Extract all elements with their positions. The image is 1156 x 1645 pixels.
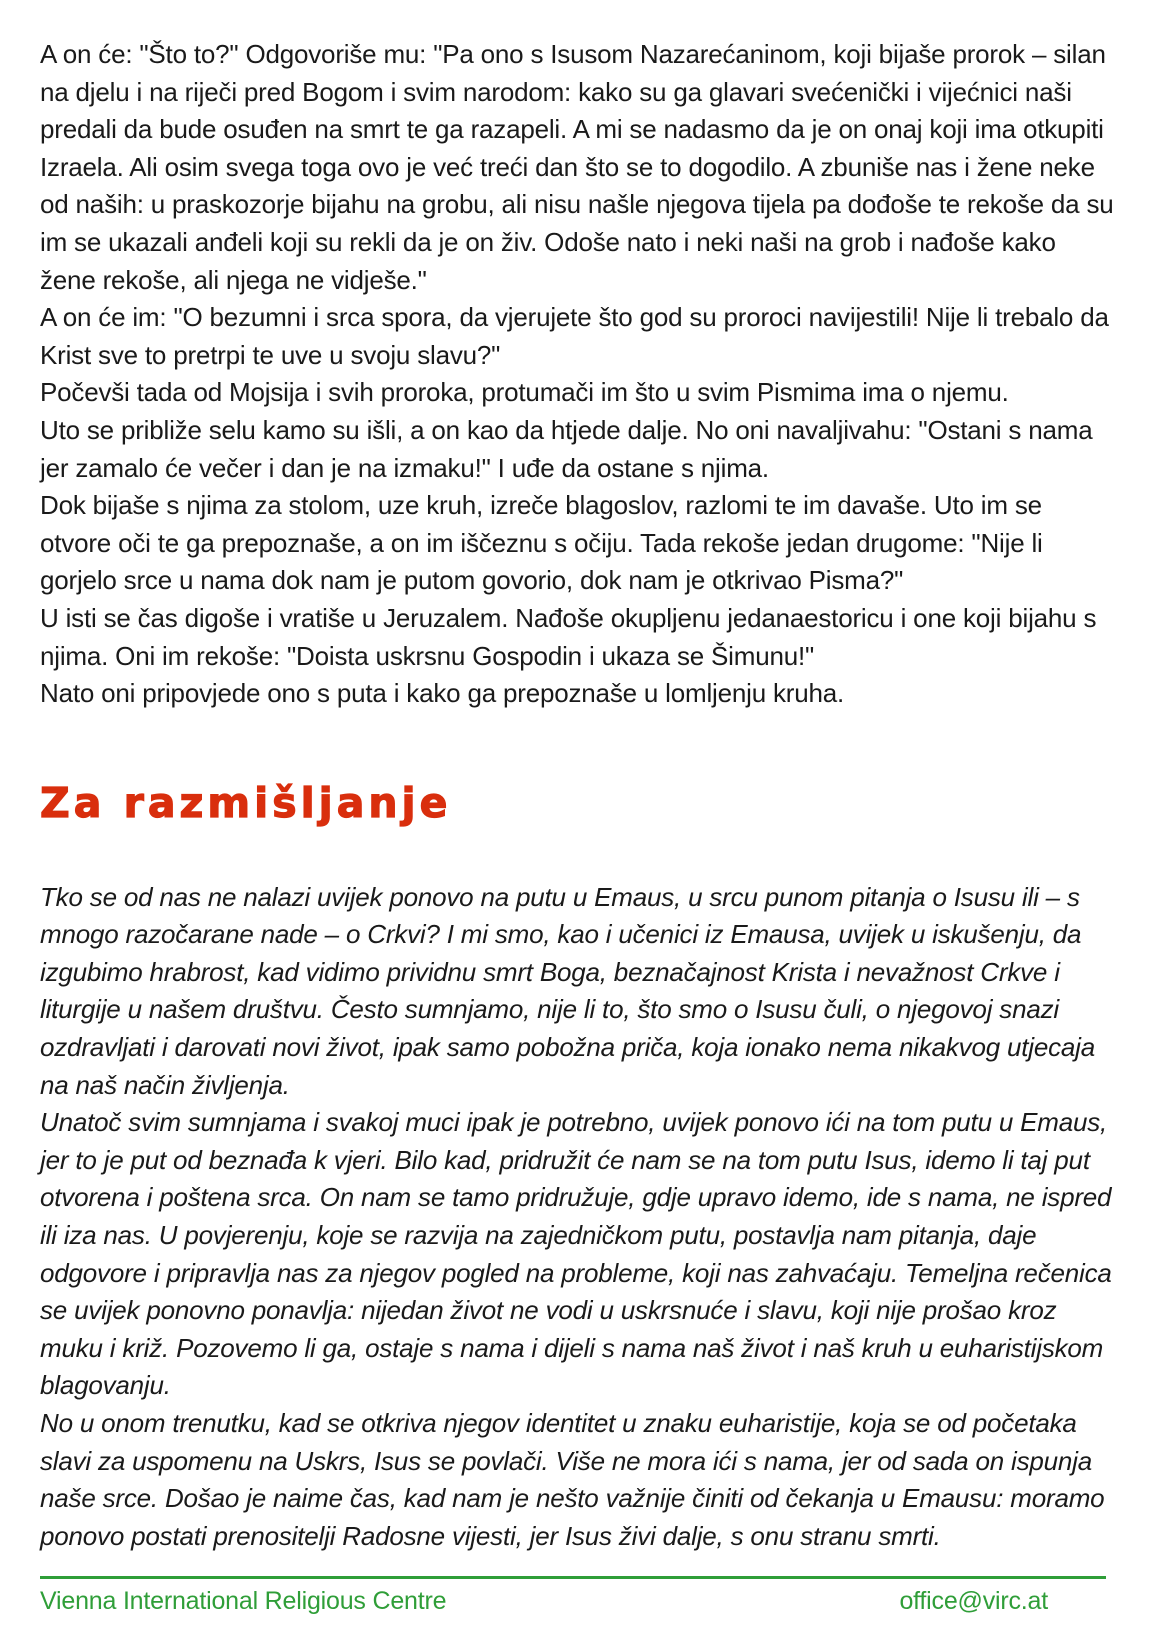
- footer-organization: Vienna International Religious Centre: [40, 1587, 447, 1615]
- gospel-paragraph: A on će im: "O bezumni i srca spora, da vjerujete što god su proroci navijestili! Nije li trebalo da Krist sve to pretrpi te uve u svoju slavu?": [40, 302, 1109, 370]
- gospel-paragraph: A on će: "Što to?" Odgovoriše mu: "Pa ono s Isusom Nazarećaninom, koji bijaše prorok – silan na djelu i na riječi pred Bogom i svim narodom: kako su ga glavari svećenički i vijećnici naši predali da bude osuđen na smrt te ga razapeli. A mi se nadasmo da je on onaj koji ima otkupiti Izraela. Ali osim svega toga ovo je već treći dan što se to dogodilo. A zbuniše nas i žene neke od naših: u praskozorje bijahu na grobu, ali nisu našle njegova tijela pa dođoše te rekoše da su im se ukazali anđeli koji su rekli da je on živ. Odoše nato i neki naši na grob i nađoše kako žene rekoše, ali njega ne vidješe.": [40, 39, 1114, 295]
- gospel-text-section: [40, 36, 1114, 713]
- gospel-paragraph: Nato oni pripovjede ono s puta i kako ga prepoznaše u lomljenju kruha.: [40, 678, 845, 709]
- footer-email: office@virc.at: [899, 1587, 1048, 1615]
- gospel-paragraph: Počevši tada od Mojsija i svih proroka, protumači im što u svim Pismima ima o njemu.: [40, 377, 1009, 408]
- page-footer: [40, 1576, 1106, 1616]
- gospel-paragraph: U isti se čas digoše i vratiše u Jeruzalem. Nađoše okupljenu jedanaestoricu i one koji bijahu s njima. Oni im rekoše: "Doista uskrsnu Gospodin i ukaza se Šimunu!": [40, 602, 1097, 671]
- gospel-paragraph: Uto se približe selu kamo su išli, a on kao da htjede dalje. No oni navaljivahu: "Ostani s nama jer zamalo će večer i dan je na izmaku!" I uđe da ostane s njima.: [40, 414, 1093, 483]
- reflection-paragraph: Tko se od nas ne nalazi uvijek ponovo na putu u Emaus, u srcu punom pitanja o Isusu ili – s mnogo razočarane nade – o Crkvi? I mi smo, kao i učenici iz Emausa, uvijek u iskušenju, da izgubimo hrabrost, kad vidimo prividnu smrt Boga, beznačajnost Krista i nevažnost Crkve i liturgije u našem društvu. Često sumnjamo, nije li to, što smo o Isusu čuli, o njegovoj snazi ozdravljati i darovati novi život, ipak samo pobožna priča, koja ionako nema nikakvog utjecaja na naš način življenja.: [40, 881, 1096, 1100]
- reflection-paragraph: No u onom trenutku, kad se otkriva njegov identitet u znaku euharistije, koja se od početaka slavi za uspomenu na Uskrs, Isus se povlači. Više ne mora ići s nama, jer od sada on ispunja naše srce. Došao je naime čas, kad nam je nešto važnije činiti od čekanja u Emausu: moramo ponovo postati prenositelji Radosne vijesti, jer Isus živi dalje, s onu stranu smrti.: [40, 1408, 1105, 1551]
- footer-row: [40, 1587, 1106, 1616]
- reflection-paragraph: Unatoč svim sumnjama i svakoj muci ipak je potrebno, uvijek ponovo ići na tom putu u Emaus, jer to je put od beznađa k vjeri. Bilo kad, pridružit će nam se na tom putu Isus, idemo li taj put otvorena i poštena srca. On nam se tamo pridružuje, gdje upravo idemo, ide s nama, ne ispred ili iza nas. U povjerenju, koje se razvija na zajedničkom putu, postavlja nam pitanja, daje odgovore i pripravlja nas za njegov pogled na probleme, koji nas zahvaćaju. Temeljna rečenica se uvijek ponovno ponavlja: nijedan život ne vodi u uskrsnuće i slavu, koji nije prošao kroz muku i križ. Pozovemo li ga, ostaje s nama i dijeli s nama naš život i naš kruh u euharistijskom blagovanju.: [40, 1107, 1112, 1401]
- reflection-heading: Za razmišljanje: [40, 778, 452, 827]
- gospel-paragraph: Dok bijaše s njima za stolom, uze kruh, izreče blagoslov, razlomi te im davaše. Uto im se otvore oči te ga prepoznaše, a on im iščeznu s očiju. Tada rekoše jedan drugome: "Nije li gorjelo srce u nama dok nam je putom govorio, dok nam je otkrivao Pisma?": [40, 490, 1043, 596]
- footer-divider: [40, 1576, 1106, 1579]
- reflection-section: [40, 879, 1114, 1556]
